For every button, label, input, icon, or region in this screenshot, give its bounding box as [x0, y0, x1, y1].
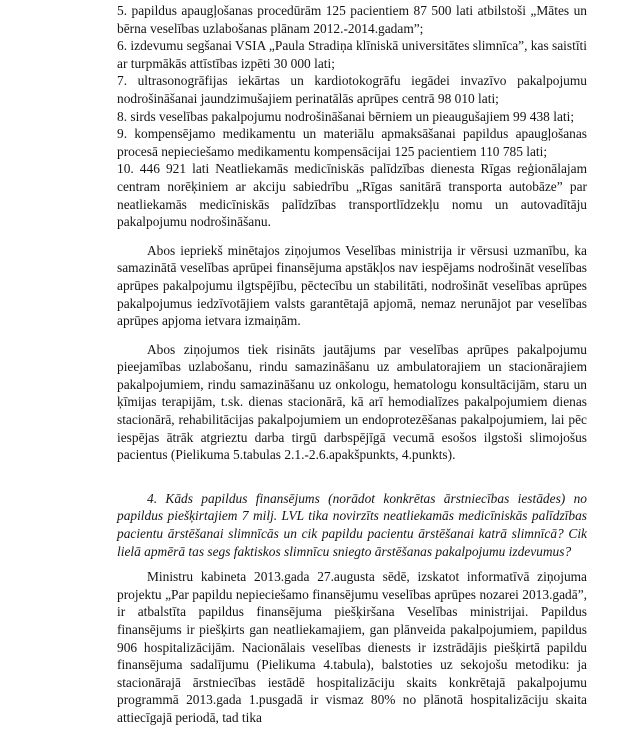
paragraph-cabinet-decision: Ministru kabineta 2013.gada 27.augusta sēdē, izskatot informatīvā ziņojuma projektu „Par papildu nepieciešamo finansējumu veselības aprūpes nozarei 2013.gadā”, ir atbalstīta papildus finansējuma piešķiršana Veselības ministrijai. Papildus finansējums ir piešķirts gan neatliekamajiem, gan plānveida pakalpojumiem, papildus 906 hospitalizācijām. Nacionālais veselības dienests ir izstrādājis piešķirtā papildu finansējuma sadalījumu (Pielikuma 4.tabula), balstoties uz sekojošu metodiku: ja stacionārajā ārstniecības iestādē hospitalizāciju skaits konkrētajā pakalpojumu programmā 2013.gada 1.pusgadā ir vismaz 80% no plānotā hospitalizāciju skaita attiecīgajā periodā, tad tika [117, 569, 587, 725]
list-item: 5. papildus apaugļošanas procedūrām 125 pacientiem 87 500 lati atbilstoši „Mātes un bērna veselības uzlabošanas plānam 2012.-2014.gadam”; [117, 3, 587, 36]
list-item: 6. izdevumu segšanai VSIA „Paula Stradiņa klīniskā universitātes slimnīca”, kas saistīti ar turpmākās attīstības izpēti 30 000 lati; [117, 38, 587, 71]
list-item: 9. kompensējamo medikamentu un materiālu apmaksāšanai papildus apaugļošanas procesā nepieciešamo medikamentu kompensācijai 125 pacientiem 110 785 lati; [117, 126, 587, 159]
list-item: 7. ultrasonogrāfijas iekārtas un kardiotokogrāfu iegādei invazīvo pakalpojumu nodrošināšanai jaundzimušajiem perinatālās aprūpes centrā 98 010 lati; [117, 73, 587, 106]
document-page [117, 2, 587, 727]
list-item: 10. 446 921 lati Neatliekamās medicīniskās palīdzības dienesta Rīgas reģionālajam centram norēķiniem ar akciju sabiedrību „Rīgas sanitārā transporta autobāze” par neatliekamās medicīniskās palīdzības transportlīdzekļu nomu un autovadītāju pakalpojumu nodrošināšanu. [117, 161, 587, 230]
list-item: 8. sirds veselības pakalpojumu nodrošināšanai bērniem un pieaugušajiem 99 438 lati; [117, 108, 575, 124]
paragraph-access-improvement: Abos ziņojumos tiek risināts jautājums par veselības aprūpes pakalpojumu pieejamības uzlabošanu, rindu samazināšanu uz ambulatorajiem un stacionārajiem pakalpojumiem, rindu samazināšanu uz onkologu, hematologu konsultācijām, staru un ķīmijas terapijām, t.sk. dienas stacionārā, kā arī hemodialīzes pakalpojumiem dienas stacionārā, rehabilitācijas pakalpojumiem un endoprotezēšanas pakalpojumiem, lai pēc iespējas ātrāk atgrieztu darba tirgū darbspējīgā vecumā esošos ilgstoši slimojošus pacientus (Pielikuma 5.tabulas 2.1.-2.6.apakšpunkts, 4.punkts). [117, 341, 587, 463]
funding-list [117, 2, 587, 231]
paragraph-ministry-attention: Abos iepriekš minētajos ziņojumos Veselības ministrija ir vērsusi uzmanību, ka samazinātā veselības aprūpei finansējuma apstākļos nav iespējams nodrošināt veselības aprūpes pakalpojumu ilgtspējību, pēctecību un stabilitāti, nodrošināt veselības aprūpes pakalpojumus iedzīvotājiem valsts garantētajā apjomā, nemaz nerunājot par veselības aprūpes apjoma ietvara izmaiņām. [117, 242, 587, 329]
question-4: 4. Kāds papildus finansējums (norādot konkrētas ārstniecības iestādes) no papildus piešķirtajiem 7 milj. LVL tika novirzīts neatliekamās medicīniskās palīdzības pacientu ārstēšanai slimnīcās un cik papildu pacientu ārstēšanai katrā slimnīcā? Cik lielā apmērā tas segs faktiskos slimnīcu sniegto ārstēšanas pakalpojumu izdevumus? [117, 490, 587, 559]
